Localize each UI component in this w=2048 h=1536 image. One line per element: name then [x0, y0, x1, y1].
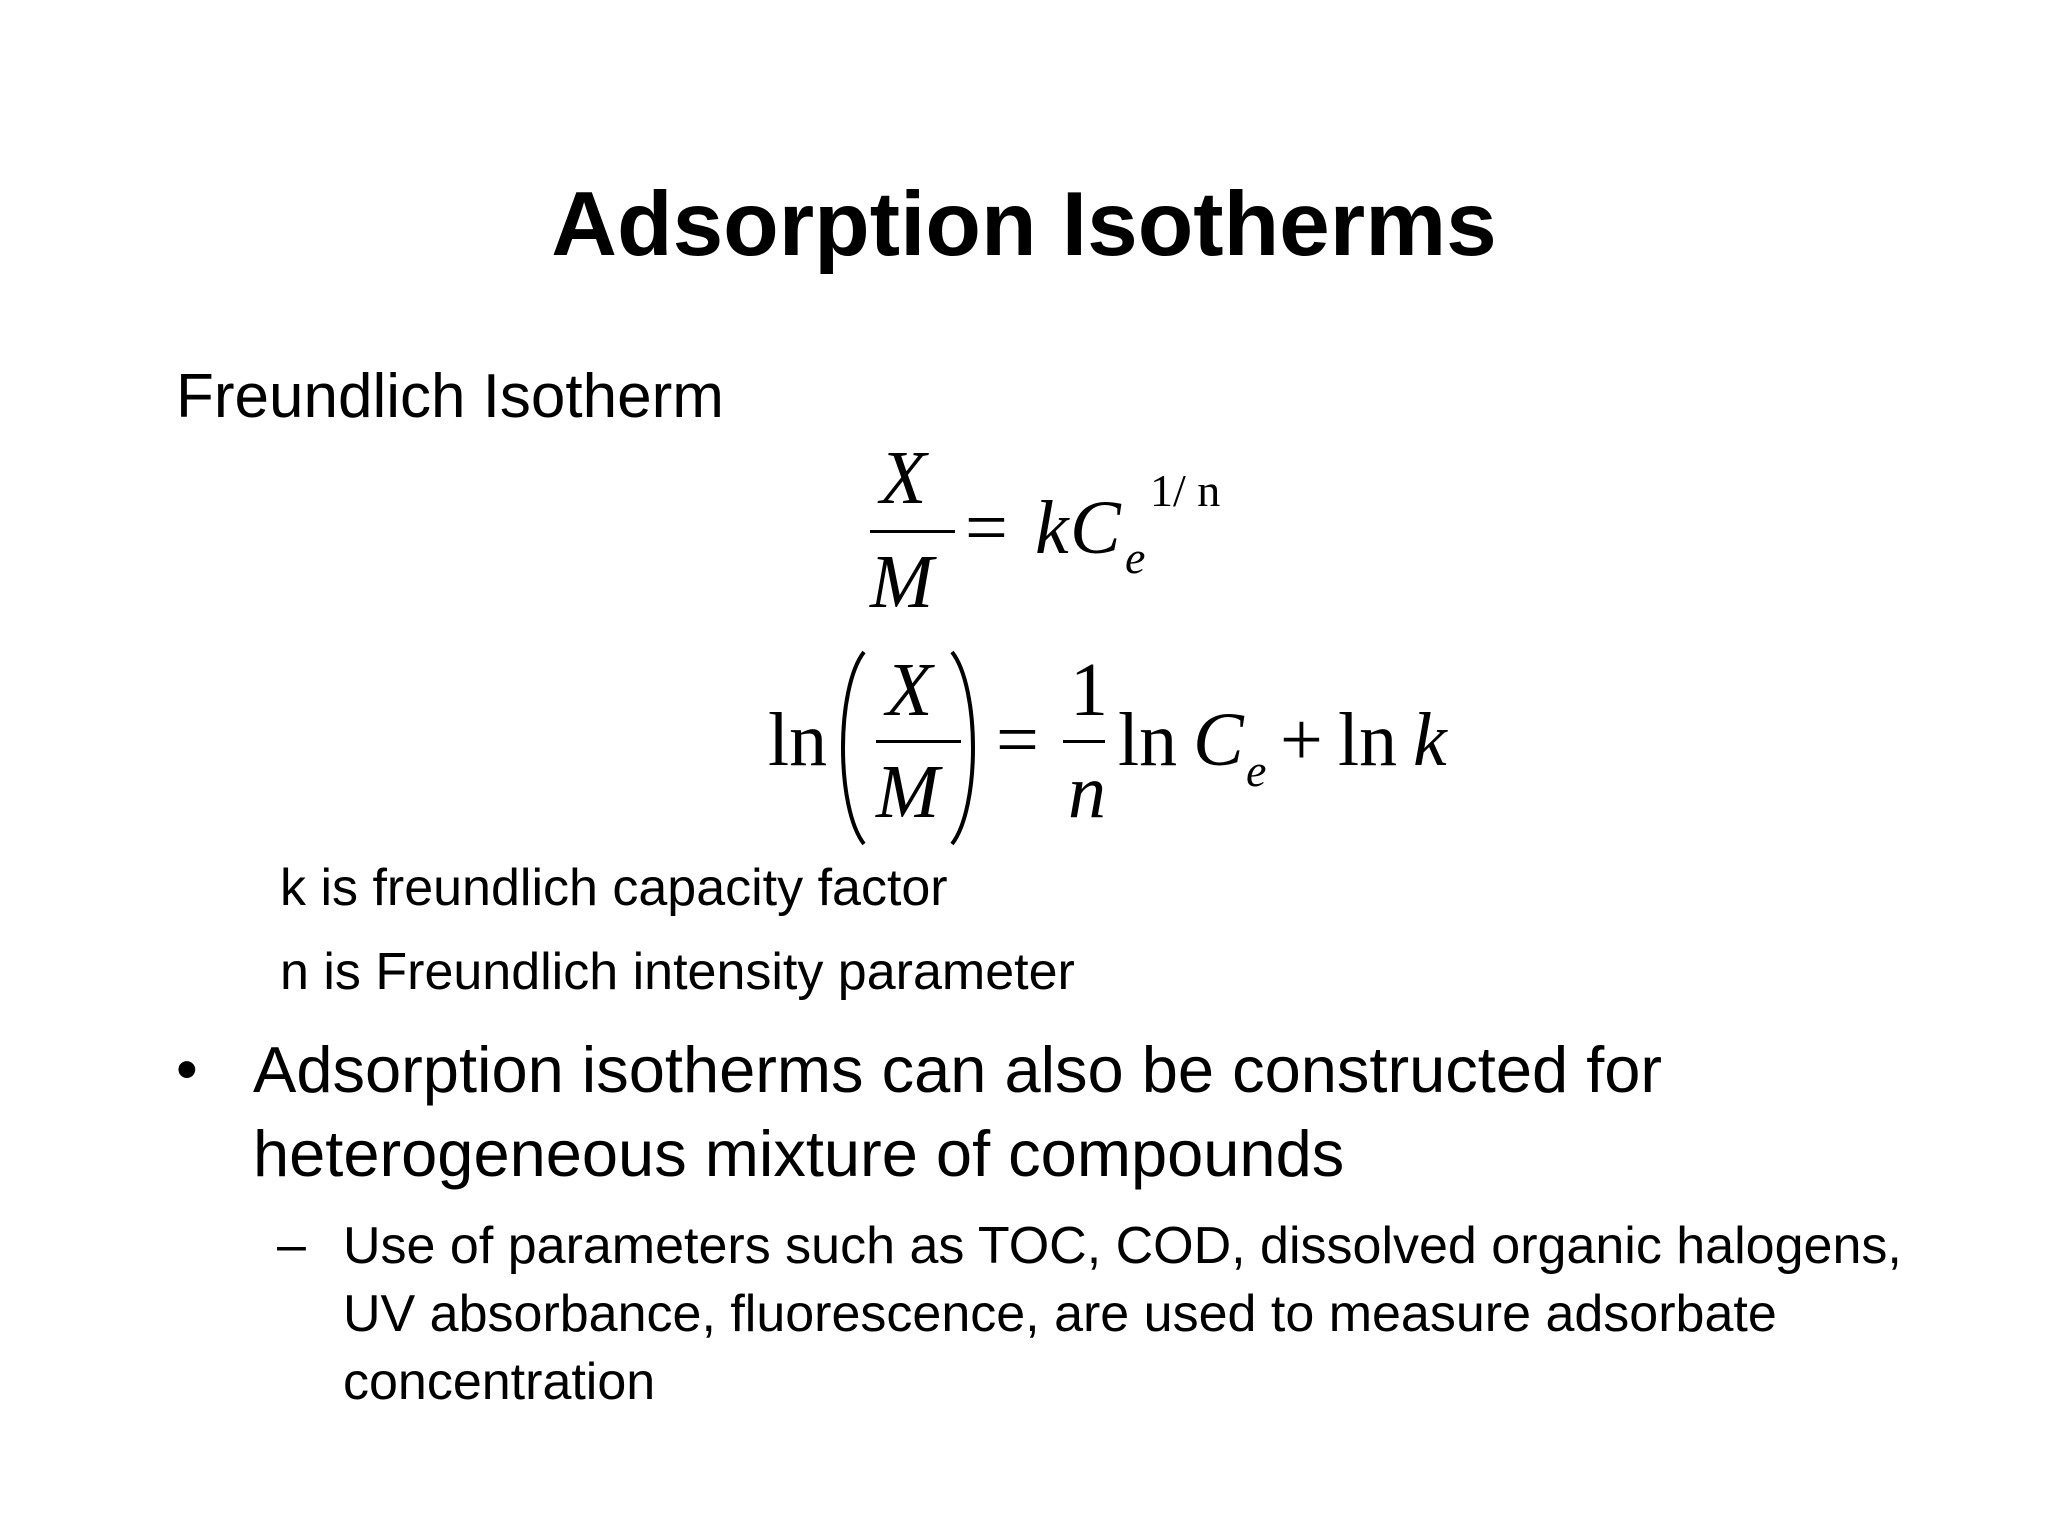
eq2-subscript: e	[1246, 745, 1267, 796]
slide-title: Adsorption Isotherms	[551, 174, 1497, 275]
section-heading: Freundlich Isotherm	[176, 362, 724, 431]
eq2-denominator: M	[876, 750, 940, 834]
definition-k: k is freundlich capacity factor	[280, 859, 948, 917]
eq2-ln-middle: ln	[1118, 698, 1178, 782]
eq1-subscript: e	[1125, 532, 1146, 583]
eq1-fraction-bar	[870, 530, 955, 533]
sub-bullet-marker: –	[277, 1216, 306, 1274]
eq1-numerator: X	[880, 436, 927, 520]
sub-bullet-text: Use of parameters such as TOC, COD, dissolved organic halogens, UV absorbance, fluorescence, are used to measure adsorbate concentration	[343, 1217, 1902, 1411]
eq1-exponent: 1/ n	[1150, 465, 1221, 516]
eq1-equals-sign: =	[965, 486, 1008, 570]
eq2-numerator: X	[886, 648, 933, 732]
bullet-marker: •	[176, 1035, 198, 1104]
eq1-coefficient: k	[1035, 486, 1069, 570]
eq2-constant: k	[1413, 698, 1447, 782]
definition-n: n is Freundlich intensity parameter	[280, 943, 1075, 1001]
eq1-denominator: M	[870, 540, 934, 624]
eq2-ln-right: ln	[1338, 698, 1398, 782]
eq2-fraction-numerator: 1	[1070, 648, 1108, 732]
eq2-variable: C	[1193, 698, 1244, 782]
freundlich-linear-equation	[768, 648, 1468, 848]
bullet-text: Adsorption isotherms can also be constructed for heterogeneous mixture of compounds	[253, 1033, 1663, 1190]
eq1-variable: C	[1070, 486, 1121, 570]
left-parenthesis	[830, 648, 870, 848]
eq2-fraction-denominator: n	[1068, 750, 1106, 834]
eq2-plus-sign: +	[1280, 698, 1323, 782]
eq2-ln-left: ln	[768, 698, 828, 782]
freundlich-equation	[860, 438, 1260, 623]
eq2-small-fraction-bar	[1063, 740, 1105, 743]
eq2-equals-sign: =	[996, 698, 1039, 782]
right-parenthesis	[946, 648, 986, 848]
